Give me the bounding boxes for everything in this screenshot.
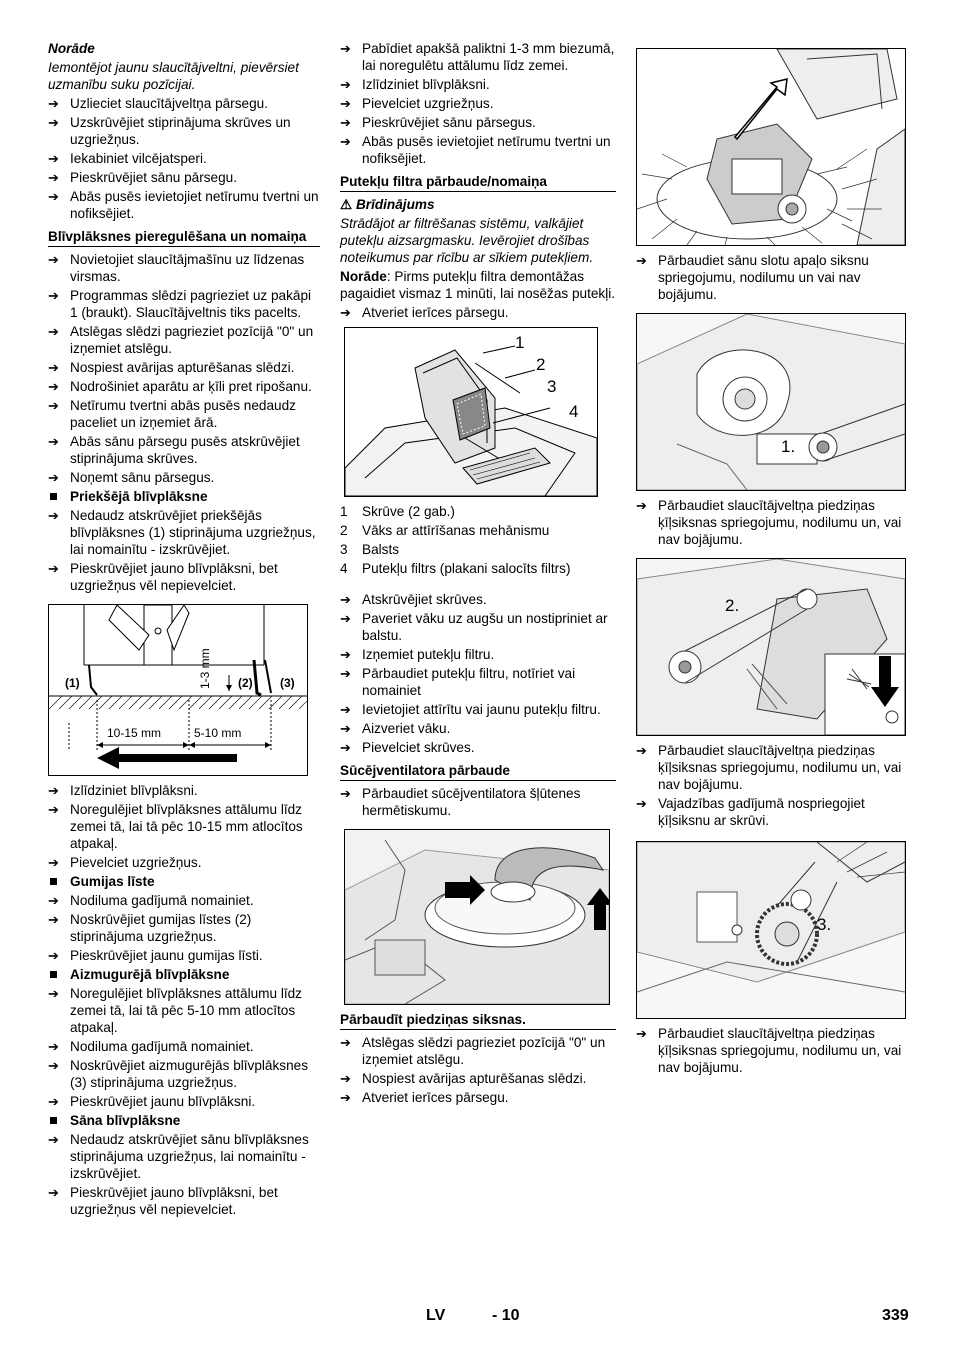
step-item: ➔ Abās sānu pārsegu pusēs atskrūvējiet stiprinājuma skrūves. xyxy=(48,434,300,466)
arrow-icon: ➔ xyxy=(48,115,59,130)
arrow-icon: ➔ xyxy=(48,170,59,185)
arrow-icon: ➔ xyxy=(636,1026,647,1041)
step-item: ➔ Izlīdziniet blīvplāksni. xyxy=(48,783,198,798)
dimension-label-2: 5-10 mm xyxy=(194,726,242,740)
step-item: ➔ Netīrumu tvertni abās pusēs nedaudz paceliet un izņemiet ārā. xyxy=(48,398,296,430)
roller-belt-drawing-1 xyxy=(637,314,905,490)
arrow-icon: ➔ xyxy=(48,802,59,817)
step-item: ➔ Pārbaudiet sūcējventilatora šļūtenes hermētiskumu. xyxy=(340,786,581,818)
legend-item: 4 Putekļu filtrs (plakani salocīts filtrs) xyxy=(340,561,571,576)
callout-4: 4 xyxy=(569,402,579,421)
roller-belt-drawing-3 xyxy=(637,842,905,1018)
legend-item: 1 Skrūve (2 gab.) xyxy=(340,504,455,519)
arrow-icon: ➔ xyxy=(48,434,59,449)
arrow-icon: ➔ xyxy=(48,1132,59,1147)
side-broom-drawing xyxy=(637,49,905,245)
warning-title: ⚠ Brīdinājums xyxy=(340,197,435,212)
arrow-icon: ➔ xyxy=(340,721,351,736)
step-item: ➔ Iekabiniet vilcējatsperi. xyxy=(48,151,207,166)
step-item: ➔ Paveriet vāku uz augšu un nostipriniet ar balstu. xyxy=(340,611,608,643)
section-heading: Putekļu filtra pārbaude/nomaiņa xyxy=(340,173,616,192)
arrow-icon: ➔ xyxy=(48,189,59,204)
footer-page-number: 339 xyxy=(882,1307,909,1324)
column-left xyxy=(48,40,320,1220)
arrow-icon: ➔ xyxy=(48,252,59,267)
arrow-icon: ➔ xyxy=(340,77,351,92)
step-item: ➔ Ievietojiet attīrītu vai jaunu putekļu filtru. xyxy=(340,702,601,717)
arrow-icon: ➔ xyxy=(48,948,59,963)
square-bullet-icon xyxy=(50,971,57,978)
arrow-icon: ➔ xyxy=(48,783,59,798)
arrow-icon: ➔ xyxy=(48,360,59,375)
label-1: (1) xyxy=(65,676,80,690)
side-broom-belt-figure xyxy=(636,48,906,246)
step-item: ➔ Pievelciet uzgriežņus. xyxy=(340,96,494,111)
step-item: ➔ Pieskrūvējiet sānu pārsegu. xyxy=(48,170,237,185)
step-item: ➔ Noskrūvējiet aizmugurējās blīvplāksnes (3) stiprinājuma uzgriežņus. xyxy=(48,1058,308,1090)
square-bullet-icon xyxy=(50,878,57,885)
arrow-icon: ➔ xyxy=(340,611,351,626)
section-heading: Pārbaudīt piedziņas siksnas. xyxy=(340,1011,616,1030)
roller-belt-figure-2 xyxy=(636,558,906,736)
arrow-icon: ➔ xyxy=(340,1035,351,1050)
arrow-icon: ➔ xyxy=(48,893,59,908)
step-item: ➔ Pieskrūvējiet jauno blīvplāksni, bet uzgriežņus vēl nepievelciet. xyxy=(48,561,278,593)
arrow-icon: ➔ xyxy=(340,96,351,111)
arrow-icon: ➔ xyxy=(340,305,351,320)
gap-label: 1-3 mm xyxy=(198,648,212,689)
step-item: ➔ Pārbaudiet slaucītājveltņa piedziņas ķīļsiksnas spriegojumu, nodilumu un, vai nav bojājumu. xyxy=(636,1026,902,1075)
step-item: ➔ Pievelciet skrūves. xyxy=(340,740,475,755)
step-item: ➔ Atslēgas slēdzi pagrieziet pozīcijā "0" un izņemiet atslēgu. xyxy=(48,324,314,356)
note-text: Norāde: Pirms putekļu filtra demontāžas pagaidiet vismaz 1 minūti, lai nosēžas putekļi. xyxy=(340,269,616,301)
arrow-icon: ➔ xyxy=(48,1094,59,1109)
callout-2: 2 xyxy=(536,355,546,374)
step-item: ➔ Uzlieciet slaucītājveltņa pārsegu. xyxy=(48,96,268,111)
step-item: ➔ Nodiluma gadījumā nomainiet. xyxy=(48,893,254,908)
step-item: ➔ Noskrūvējiet gumijas līstes (2) stiprinājuma uzgriežņus. xyxy=(48,912,252,944)
step-item: ➔ Uzskrūvējiet stiprinājuma skrūves un uzgriežņus. xyxy=(48,115,291,147)
arrow-icon: ➔ xyxy=(48,1058,59,1073)
arrow-icon: ➔ xyxy=(636,498,647,513)
roller-belt-figure-1 xyxy=(636,313,906,491)
arrow-icon: ➔ xyxy=(48,398,59,413)
arrow-icon: ➔ xyxy=(48,324,59,339)
arrow-icon: ➔ xyxy=(340,115,351,130)
label-2: (2) xyxy=(238,676,253,690)
step-item: ➔ Programmas slēdzi pagrieziet uz pakāpi 1 (braukt). Slaucītājveltnis tiks pacelts. xyxy=(48,288,312,320)
arrow-icon: ➔ xyxy=(340,666,351,681)
arrow-icon: ➔ xyxy=(636,743,647,758)
step-item: ➔ Abās pusēs ievietojiet netīrumu tvertni un nofiksējiet. xyxy=(340,134,611,166)
callout-3: 3 xyxy=(547,377,557,396)
legend-item: 3 Balsts xyxy=(340,542,400,557)
arrow-icon: ➔ xyxy=(636,253,647,268)
step-item: ➔ Nospiest avārijas apturēšanas slēdzi. xyxy=(340,1071,587,1086)
step-item: ➔ Atveriet ierīces pārsegu. xyxy=(340,1090,509,1105)
step-item: ➔ Aizveriet vāku. xyxy=(340,721,451,736)
step-item: ➔ Pieskrūvējiet jaunu blīvplāksni. xyxy=(48,1094,256,1109)
suction-fan-drawing xyxy=(345,830,609,1004)
suction-fan-figure xyxy=(344,829,610,1005)
step-item: ➔ Pievelciet uzgriežņus. xyxy=(48,855,202,870)
step-item: ➔ Vajadzības gadījumā nospriegojiet ķīļsiksnu ar skrūvi. xyxy=(636,796,865,828)
footer-language: LV xyxy=(426,1307,446,1324)
step-item: ➔ Pabīdiet apakšā paliktni 1-3 mm biezumā, lai noregulētu attālumu līdz zemei. xyxy=(340,41,615,73)
arrow-icon: ➔ xyxy=(48,1039,59,1054)
arrow-icon: ➔ xyxy=(48,151,59,166)
step-item: ➔ Noregulējiet blīvplāksnes attālumu līdz zemei tā, lai tā pēc 10-15 mm atlocītos atpakaļ. xyxy=(48,802,303,851)
arrow-icon: ➔ xyxy=(48,855,59,870)
step-item: ➔ Izlīdziniet blīvplāksni. xyxy=(340,77,490,92)
figure-legend xyxy=(340,503,616,577)
warning-text: Strādājot ar filtrēšanas sistēmu, valkājiet putekļu aizsargmasku. Ievērojiet drošības noteikumus par rīcību ar sīkiem putekļiem. xyxy=(340,216,594,265)
footer-local-page: - 10 xyxy=(492,1307,520,1324)
step-item: ➔ Novietojiet slaucītājmašīnu uz līdzenas virsmas. xyxy=(48,252,305,284)
section-heading: Blīvplāksnes pieregulēšana un nomaiņa xyxy=(48,228,320,247)
arrow-icon: ➔ xyxy=(340,740,351,755)
arrow-icon: ➔ xyxy=(48,288,59,303)
step-item: ➔ Izņemiet putekļu filtru. xyxy=(340,647,495,662)
arrow-icon: ➔ xyxy=(340,1071,351,1086)
note-title: Norāde xyxy=(48,41,95,56)
arrow-icon: ➔ xyxy=(636,796,647,811)
step-item: ➔ Nodiluma gadījumā nomainiet. xyxy=(48,1039,254,1054)
arrow-icon: ➔ xyxy=(340,41,351,56)
legend-item: 2 Vāks ar attīrīšanas mehānismu xyxy=(340,523,550,538)
dust-filter-drawing xyxy=(345,328,597,496)
subsection-heading: Aizmugurējā blīvplāksne xyxy=(48,966,320,983)
subsection-heading: Gumijas līste xyxy=(48,873,320,890)
arrow-icon: ➔ xyxy=(48,1185,59,1200)
arrow-icon: ➔ xyxy=(340,592,351,607)
step-item: ➔ Atveriet ierīces pārsegu. xyxy=(340,305,509,320)
step-item: ➔ Nedaudz atskrūvējiet sānu blīvplāksnes stiprinājuma uzgriežņus, lai nomainītu - izskrūvējiet. xyxy=(48,1132,309,1181)
arrow-icon: ➔ xyxy=(340,786,351,801)
step-label-1: 1. xyxy=(781,437,796,456)
step-label-3: 3. xyxy=(817,915,832,934)
step-item: ➔ Atskrūvējiet skrūves. xyxy=(340,592,487,607)
warning-icon: ⚠ xyxy=(340,197,353,212)
step-label-2: 2. xyxy=(725,596,740,615)
square-bullet-icon xyxy=(50,493,57,500)
label-3: (3) xyxy=(280,676,295,690)
column-middle xyxy=(340,40,616,1108)
step-list xyxy=(48,95,320,222)
column-right xyxy=(636,40,908,1078)
callout-1: 1 xyxy=(515,333,525,352)
step-item: ➔ Pieskrūvējiet sānu pārsegus. xyxy=(340,115,536,130)
step-item: ➔ Pieskrūvējiet jauno blīvplāksni, bet uzgriežņus vēl nepievelciet. xyxy=(48,1185,278,1217)
step-item: ➔ Nedaudz atskrūvējiet priekšējās blīvplāksnes (1) stiprinājuma uzgriežņus, lai nomainītu - izskrūvējiet. xyxy=(48,508,316,557)
step-item: ➔ Pārbaudiet sānu slotu apaļo siksnu spriegojumu, nodilumu un vai nav bojājumu. xyxy=(636,253,869,302)
arrow-icon: ➔ xyxy=(48,379,59,394)
arrow-icon: ➔ xyxy=(340,702,351,717)
arrow-icon: ➔ xyxy=(340,647,351,662)
square-bullet-icon xyxy=(50,1117,57,1124)
arrow-icon: ➔ xyxy=(340,1090,351,1105)
step-item: ➔ Abās pusēs ievietojiet netīrumu tvertni un nofiksējiet. xyxy=(48,189,319,221)
arrow-icon: ➔ xyxy=(48,508,59,523)
step-item: ➔ Pārbaudiet slaucītājveltņa piedziņas ķīļsiksnas spriegojumu, nodilumu un, vai nav bojājumu. xyxy=(636,743,902,792)
subsection-heading: Sāna blīvplāksne xyxy=(48,1112,320,1129)
subsection-heading: Priekšējā blīvplāksne xyxy=(48,488,320,505)
arrow-icon: ➔ xyxy=(48,470,59,485)
dimension-label-1: 10-15 mm xyxy=(107,726,162,740)
arrow-icon: ➔ xyxy=(340,134,351,149)
dust-filter-figure xyxy=(344,327,598,497)
step-item: ➔ Noņemt sānu pārsegus. xyxy=(48,470,215,485)
arrow-icon: ➔ xyxy=(48,561,59,576)
arrow-icon: ➔ xyxy=(48,986,59,1001)
step-item: ➔ Noregulējiet blīvplāksnes attālumu līdz zemei tā, lai tā pēc 5-10 mm atlocītos atpakaļ. xyxy=(48,986,302,1035)
step-item: ➔ Nospiest avārijas apturēšanas slēdzi. xyxy=(48,360,295,375)
arrow-icon: ➔ xyxy=(48,912,59,927)
arrow-icon: ➔ xyxy=(48,96,59,111)
note-text: Iemontējot jaunu slaucītājveltni, pievērsiet uzmanību suku pozīcijai. xyxy=(48,60,299,92)
step-item: ➔ Pieskrūvējiet jaunu gumijas līsti. xyxy=(48,948,263,963)
seal-plate-drawing xyxy=(49,605,307,775)
step-item: ➔ Nodrošiniet aparātu ar ķīli pret ripošanu. xyxy=(48,379,312,394)
roller-belt-figure-3 xyxy=(636,841,906,1019)
step-item: ➔ Pārbaudiet slaucītājveltņa piedziņas ķīļsiksnas spriegojumu, nodilumu un, vai nav bojājumu. xyxy=(636,498,902,547)
step-item: ➔ Pārbaudiet putekļu filtru, notīriet vai nomainiet xyxy=(340,666,576,698)
roller-belt-drawing-2 xyxy=(637,559,905,735)
seal-plate-diagram xyxy=(48,604,308,776)
step-item: ➔ Atslēgas slēdzi pagrieziet pozīcijā "0" un izņemiet atslēgu. xyxy=(340,1035,606,1067)
section-heading: Sūcējventilatora pārbaude xyxy=(340,762,616,781)
step-list xyxy=(48,251,320,486)
